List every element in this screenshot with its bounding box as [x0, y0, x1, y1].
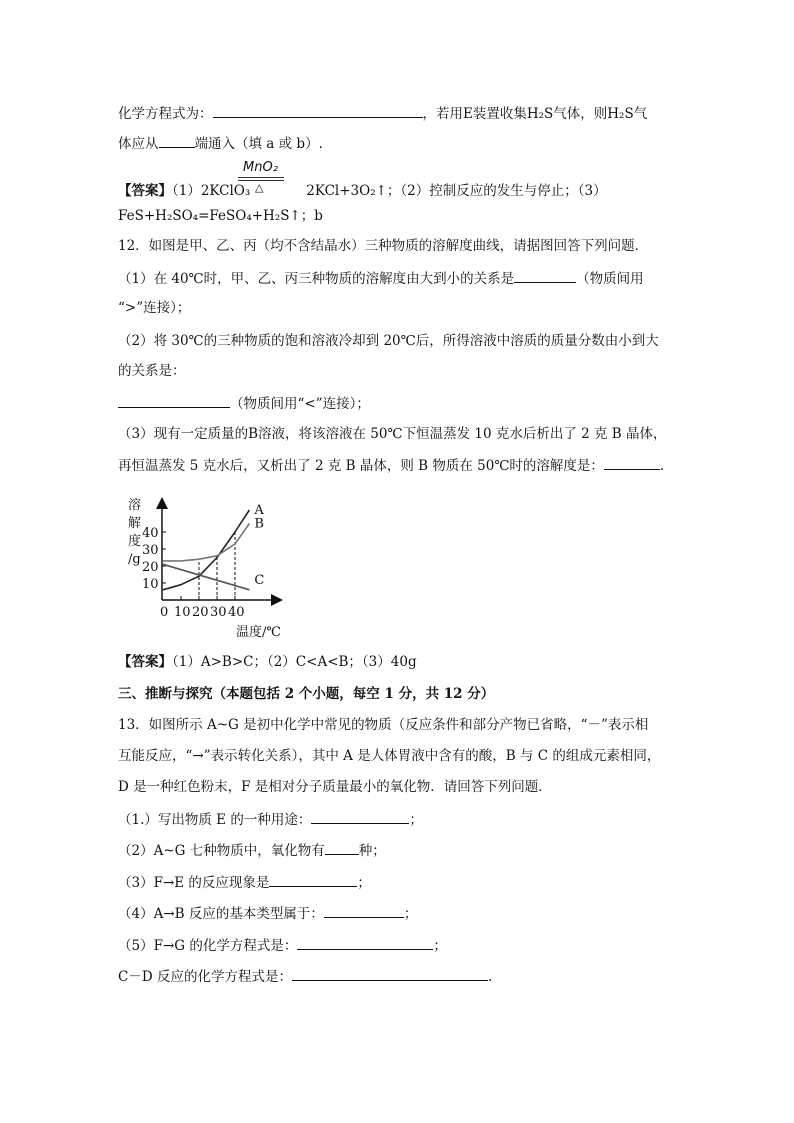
heat-symbol: △: [255, 181, 264, 194]
answer-blank: [311, 809, 409, 824]
answer-blank: [325, 840, 359, 855]
answer-blank: [324, 903, 404, 918]
answer-blank: [159, 133, 195, 148]
q13-stem-3: D 是一种红色粉末，F 是相对分子质量最小的氧化物．请回答下列问题．: [118, 779, 552, 795]
x-tick-label: 10: [174, 605, 191, 620]
section-3-title: 三、推断与探究（本题包括 2 个小题，每空 1 分，共 12 分）: [118, 686, 495, 702]
q13-stem-2: 互能反应，“→”表示转化关系），其中 A 是人体胃液中含有的酸，B 与 C 的组成元素相同，: [118, 748, 661, 764]
text: （4）A→B 反应的基本类型属于：: [118, 906, 324, 922]
text: （1.）写出物质 E 的一种用途：: [118, 812, 312, 828]
text: ；: [403, 906, 418, 922]
q12-answer: [118, 652, 417, 672]
q11-answer: [118, 181, 607, 201]
y-tick-label: 40: [142, 526, 159, 541]
text: （3）F→E 的反应现象是: [118, 875, 270, 891]
curve-label-B: B: [254, 516, 264, 532]
answer-label: 【答案】: [118, 654, 172, 670]
text: 再恒温蒸发 5 克水后，又析出了 2 克 B 晶体，则 B 物质在 50℃时的溶解度是：: [118, 458, 604, 474]
text: （1）A>B>C；（2）C<A<B；（3）40g: [172, 654, 417, 670]
y-label-char: 溶: [128, 498, 142, 513]
answer-blank: [269, 872, 357, 887]
q12-part1-cont: “>”连接）；: [118, 300, 191, 316]
y-axis-label: [128, 497, 141, 567]
q12-part3-cont: [118, 455, 664, 476]
q13-sub6: [118, 966, 492, 987]
q13-sub3: [118, 872, 371, 893]
text: 端通入（填 a 或 b）.: [194, 136, 323, 152]
text: （物质间用: [576, 271, 644, 287]
y-label-char: 解: [128, 516, 142, 531]
solubility-chart: [120, 492, 300, 642]
text: ；: [433, 938, 447, 954]
text: （2）A~G 七种物质中，氧化物有: [118, 843, 325, 859]
y-tick-label: 20: [142, 560, 159, 575]
q12-part2-blank-line: [118, 393, 370, 414]
answer-label: 【答案】: [118, 183, 172, 199]
q12-stem: 12．如图是甲、乙、丙（均不含结晶水）三种物质的溶解度曲线，请据图回答下列问题．: [118, 238, 649, 254]
text: .: [659, 458, 665, 474]
text: ；: [409, 812, 423, 828]
answer-blank: [118, 393, 230, 408]
text: （1）在 40℃时，甲、乙、丙三种物质的溶解度由大到小的关系是: [118, 271, 515, 287]
y-tick-label: 10: [142, 577, 159, 592]
q11-line2: [118, 133, 323, 154]
q13-sub1: [118, 809, 423, 830]
q13-sub4: [118, 903, 417, 924]
answer-blank: [297, 935, 433, 950]
y-label-char: 度: [128, 534, 142, 549]
x-tick-label: 30: [210, 605, 227, 620]
curve-label-A: A: [254, 502, 264, 518]
answer-blank: [604, 455, 660, 470]
text: 体应从: [118, 136, 159, 152]
q13-sub2: [118, 840, 386, 861]
x-tick-label: 0: [160, 605, 169, 620]
text: C－D 反应的化学方程式是：: [118, 969, 292, 985]
text: （物质间用“<”连接）；: [230, 396, 370, 412]
q12-part2: （2）将 30℃的三种物质的饱和溶液冷却到 20℃后，所得溶液中溶质的质量分数由小到大: [118, 333, 659, 349]
q13-stem-1: 13．如图所示 A~G 是初中化学中常见的物质（反应条件和部分产物已省略，“－”表示相: [118, 717, 649, 733]
q11-answer-cont: FeS+H₂SO₄=FeSO₄+H₂S↑；b: [118, 208, 323, 224]
q13-sub5: [118, 935, 447, 956]
x-tick-label: 40: [228, 605, 245, 620]
text: （1）2KClO₃: [172, 183, 251, 199]
text: 2KCl+3O₂↑；（2）控制反应的发生与停止；（3）: [306, 183, 607, 199]
text: 化学方程式为：: [118, 106, 213, 122]
answer-blank: [292, 966, 488, 981]
reaction-condition-catalyst: MnO₂: [243, 160, 278, 175]
text: .: [487, 969, 493, 985]
answer-blank: [213, 103, 423, 118]
y-tick-label: 30: [142, 543, 159, 558]
answer-blank: [514, 268, 576, 283]
y-label-char: /g: [128, 552, 141, 567]
q11-line1: [118, 103, 647, 124]
x-axis-label: 温度/℃: [236, 625, 281, 640]
q12-part1: [118, 268, 644, 289]
q12-part3: （3）现有一定质量的B溶液，将该溶液在 50℃下恒温蒸发 10 克水后析出了 2 克 B 晶体，: [118, 426, 667, 442]
x-tick-label: 20: [192, 605, 209, 620]
text: ；: [357, 875, 371, 891]
curve-label-C: C: [254, 572, 265, 588]
text: （5）F→G 的化学方程式是：: [118, 938, 298, 954]
q12-part2-cont: 的关系是：: [118, 363, 186, 379]
text: 种；: [358, 843, 386, 859]
text: ，若用E装置收集H₂S气体，则H₂S气: [422, 106, 648, 122]
